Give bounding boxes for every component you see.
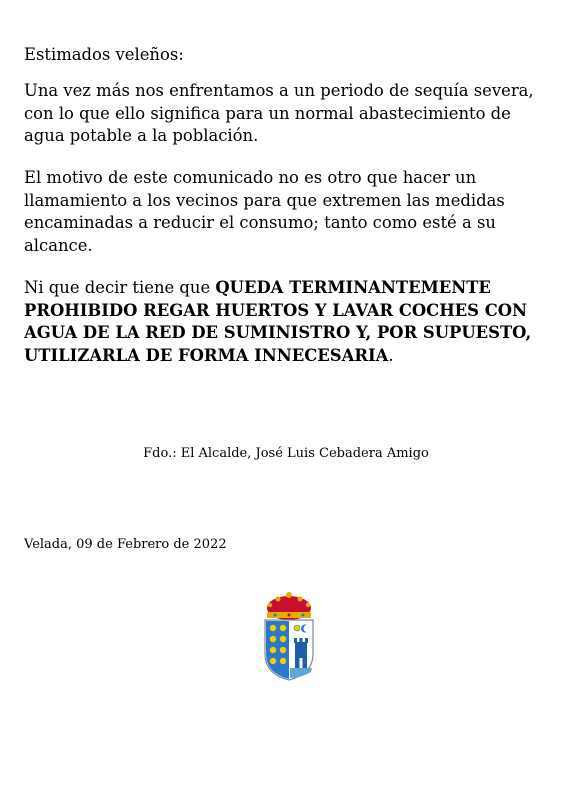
- paragraph-appeal: El motivo de este comunicado no es otro que hacer un llamamiento a los vecinos para que extremen las medidas encaminadas a reducir el consumo; tanto como esté a su alcance.: [24, 168, 505, 255]
- paragraph-drought: Una vez más nos enfrentamos a un periodo de sequía severa, con lo que ello significa para un normal abastecimiento de agua potable a la población.: [24, 81, 534, 145]
- municipal-coat-of-arms-icon: [261, 590, 317, 682]
- signature: Fdo.: El Alcalde, José Luis Cebadera Amigo: [143, 446, 429, 461]
- prohibition-lead: Ni que decir tiene que: [24, 278, 216, 297]
- greeting: Estimados veleños:: [24, 45, 184, 64]
- prohibition-end: .: [388, 345, 394, 365]
- shield-icon: [265, 620, 313, 680]
- crown-icon: [267, 592, 311, 620]
- prohibition-notice: QUEDA TERMINANTEMENTE PROHIBIDO REGAR HUERTOS Y LAVAR COCHES CON AGUA DE LA RED DE SUMINISTRO Y, POR SUPUESTO, UTILIZARLA DE FORMA INNECESARIA: [24, 278, 532, 365]
- date-line: Velada, 09 de Febrero de 2022: [24, 537, 227, 552]
- paragraph-prohibition: [24, 277, 554, 367]
